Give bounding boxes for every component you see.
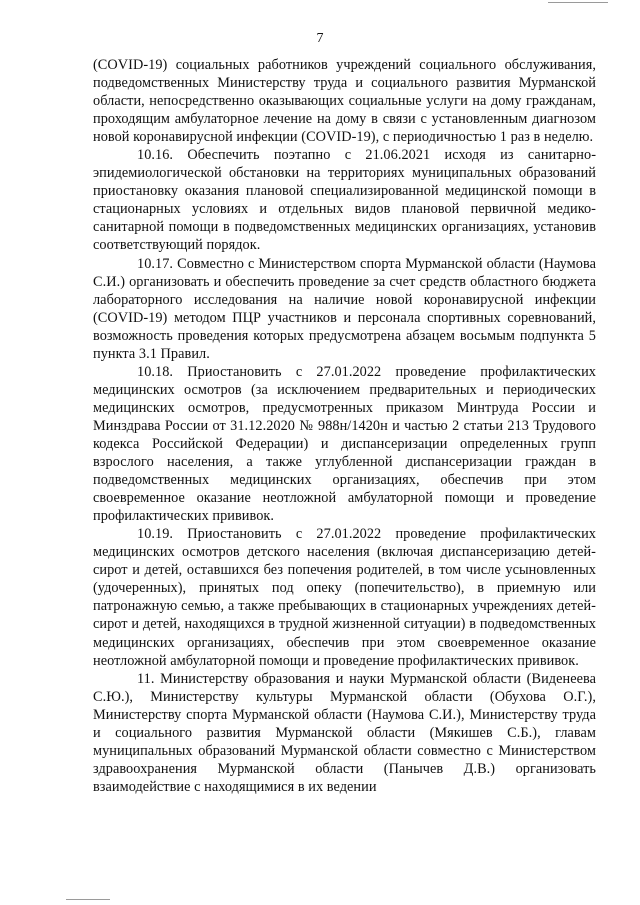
paragraph-10-18: 10.18. Приостановить с 27.01.2022 проведение профилактических медицинских осмотров (за исключением предварительных и периодических медицинских осмотров, предусмотренных приказом Минтруда России и Минздрава России от 31.12.2020 № 988н/1420н и частью 2 статьи 213 Трудового кодекса Российской Федерации) и диспансеризации определенных групп взрослого населения, а также углубленной диспансеризации граждан в подведомственных медицинских организациях, обеспечив при этом своевременное оказание неотложной амбулаторной помощи и проведение профилактических прививок.: [93, 363, 596, 525]
paragraph-covid-social-workers: (COVID-19) социальных работников учреждений социального обслуживания, подведомственных Министерству труда и социального развития Мурманской области, непосредственно оказывающих социальные услуги на дому гражданам, проходящим амбулаторное лечение на дому в связи с установленным диагнозом новой коронавирусной инфекции (COVID-19), с периодичностью 1 раз в неделю.: [93, 57, 596, 146]
scan-edge-mark: [548, 2, 608, 3]
page-number: 7: [316, 31, 324, 46]
paragraph-10-16: 10.16. Обеспечить поэтапно с 21.06.2021 исходя из санитарно-эпидемиологической обстановки на территориях муниципальных образований приостановку оказания плановой специализированной медицинской помощи в стационарных условиях и отдельных видов плановой первичной медико-санитарной помощи в подведомственных медицинских организациях, установив соответствующий порядок.: [93, 147, 596, 254]
document-body: [93, 56, 596, 796]
paragraph-11: 11. Министерству образования и науки Мурманской области (Виденеева С.Ю.), Министерству культуры Мурманской области (Обухова О.Г.), Министерству спорта Мурманской области (Наумова С.И.), Министерству труда и социального развития Мурманской области (Мякишев С.Б.), главам муниципальных образований Мурманской области совместно с Министерством здравоохранения Мурманской области (Панычев Д.В.) организовать взаимодействие с находящимися в их ведении: [93, 670, 596, 795]
paragraph-10-19: 10.19. Приостановить с 27.01.2022 проведение профилактических медицинских осмотров детского населения (включая диспансеризацию детей-сирот и детей, оставшихся без попечения родителей, в том числе усыновленных (удочеренных), принятых под опеку (попечительство), в приемную или патронажную семью, а также пребывающих в стационарных учреждениях детей-сирот и детей, находящихся в трудной жизненной ситуации) в подведомственных медицинских организациях, обеспечив при этом своевременное оказание неотложной амбулаторной помощи и проведение профилактических прививок.: [93, 526, 596, 669]
scan-edge-mark: [66, 899, 110, 900]
paragraph-10-17: 10.17. Совместно с Министерством спорта Мурманской области (Наумова С.И.) организовать и обеспечить проведение за счет средств областного бюджета лабораторного исследования на наличие новой коронавирусной инфекции (COVID-19) методом ПЦР участников и персонала спортивных соревнований, возможность проведения которых предусмотрена абзацем восьмым подпункта 5 пункта 3.1 Правил.: [93, 255, 596, 362]
